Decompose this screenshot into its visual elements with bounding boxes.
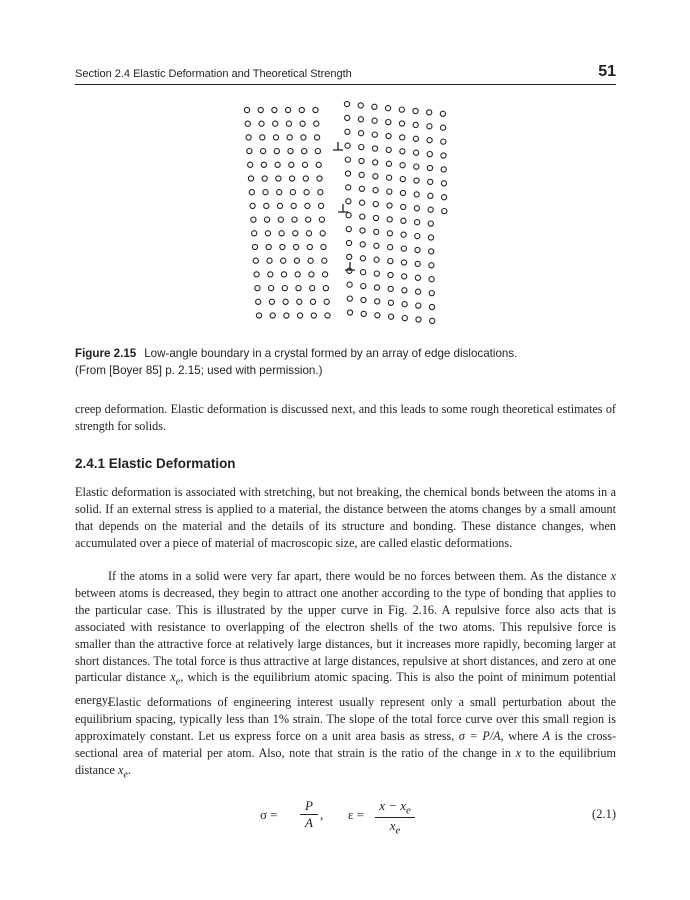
atom — [259, 121, 264, 126]
atom — [315, 149, 320, 154]
edge-dislocation-symbol — [338, 204, 348, 212]
atom — [430, 318, 435, 323]
atom — [428, 179, 433, 184]
atom — [374, 285, 379, 290]
atom — [248, 162, 253, 167]
atom — [265, 231, 270, 236]
atom — [401, 204, 406, 209]
atom — [244, 107, 249, 112]
atom — [400, 190, 405, 195]
eq-numerator — [375, 798, 415, 817]
atom — [401, 246, 406, 251]
atom — [262, 176, 267, 181]
atom — [315, 135, 320, 140]
subscript: e — [123, 769, 128, 781]
atom — [427, 138, 432, 143]
eq-denominator: A — [300, 814, 318, 831]
text-run: is the cross-sectional area of material per atom. Also, note that strain is the ratio of the change in — [75, 728, 616, 760]
var-x: x — [117, 762, 124, 777]
atom — [402, 274, 407, 279]
atom — [299, 107, 304, 112]
atom — [306, 231, 311, 236]
atom — [359, 186, 364, 191]
edge-dislocation-symbol — [345, 262, 355, 270]
atom — [344, 101, 349, 106]
caption-line1: Low-angle boundary in a crystal formed by an array of edge dislocations. — [144, 347, 518, 360]
atom — [414, 178, 419, 183]
atom — [401, 218, 406, 223]
atom — [429, 304, 434, 309]
atom — [413, 122, 418, 127]
atom — [401, 260, 406, 265]
atom — [347, 310, 352, 315]
subscript: e — [395, 824, 401, 837]
atom — [276, 176, 281, 181]
atom — [319, 203, 324, 208]
atom — [293, 231, 298, 236]
atom — [288, 149, 293, 154]
atom — [300, 121, 305, 126]
atom — [360, 256, 365, 261]
dislocation-lattice-figure — [235, 92, 465, 332]
atom — [324, 299, 329, 304]
atom — [345, 129, 350, 134]
atom — [269, 299, 274, 304]
atom — [389, 314, 394, 319]
eq-text: x − x — [379, 798, 406, 813]
atom — [373, 215, 378, 220]
atom — [301, 135, 306, 140]
atom — [274, 149, 279, 154]
atom — [246, 135, 251, 140]
atom — [270, 313, 275, 318]
atom — [260, 135, 265, 140]
atom — [387, 217, 392, 222]
atom — [253, 258, 258, 263]
edge-dislocation-symbol — [333, 142, 343, 150]
eq-fraction-strain — [375, 798, 415, 836]
atom — [387, 189, 392, 194]
equation-2-1 — [0, 798, 690, 838]
atom — [360, 242, 365, 247]
atom — [290, 190, 295, 195]
atom — [401, 232, 406, 237]
atom — [258, 107, 263, 112]
atom — [360, 200, 365, 205]
atom — [346, 185, 351, 190]
atom — [302, 162, 307, 167]
atom — [386, 120, 391, 125]
atom — [263, 190, 268, 195]
atom — [441, 167, 446, 172]
atom — [277, 203, 282, 208]
atom — [307, 244, 312, 249]
atom — [360, 228, 365, 233]
atom — [400, 149, 405, 154]
atom — [286, 121, 291, 126]
atom — [247, 149, 252, 154]
atom — [310, 286, 315, 291]
atom — [387, 231, 392, 236]
atom — [359, 172, 364, 177]
atom — [359, 131, 364, 136]
subscript: e — [406, 804, 411, 817]
atom — [287, 135, 292, 140]
atom — [346, 227, 351, 232]
atom — [427, 124, 432, 129]
atom — [280, 244, 285, 249]
atom — [427, 110, 432, 115]
eq-text: x — [389, 817, 396, 833]
atom — [441, 125, 446, 130]
atom — [375, 313, 380, 318]
atom — [361, 284, 366, 289]
atom — [297, 299, 302, 304]
atom — [388, 272, 393, 277]
atom — [323, 286, 328, 291]
atom — [429, 277, 434, 282]
atom — [374, 271, 379, 276]
atom — [278, 217, 283, 222]
atom — [308, 258, 313, 263]
atom — [284, 313, 289, 318]
atom — [279, 231, 284, 236]
atom — [414, 164, 419, 169]
atom — [388, 245, 393, 250]
atom — [267, 258, 272, 263]
atom — [290, 176, 295, 181]
var-a: A — [542, 728, 551, 743]
atom — [427, 152, 432, 157]
atom — [347, 254, 352, 259]
var-xe — [170, 670, 181, 688]
text-run: , which is the equilibrium atomic spacing. This is also the point of minimum potential energy. — [75, 670, 616, 707]
atom — [429, 291, 434, 296]
atom — [386, 106, 391, 111]
text-run: between atoms is decreased, they begin to attract one another according to the type of bonding that applies to the particular case. This is illustrated by the upper curve in Fig. 2.16. A repulsive force also acts that is associated with resistance to overlapping of the electron shells of the two atoms. This repulsive force is smaller than the attractive force at relatively large distances, but it increases more rapidly, becoming larger at short distances. The total force is thus attractive at large distances, repulsive at short distances, and zero at one particular distance — [75, 585, 616, 685]
atom — [386, 133, 391, 138]
atom — [441, 153, 446, 158]
atom — [345, 115, 350, 120]
paragraph-3 — [75, 694, 616, 784]
atom — [399, 121, 404, 126]
atom — [345, 143, 350, 148]
atom — [388, 259, 393, 264]
text-run: , where — [500, 728, 543, 743]
atom — [440, 111, 445, 116]
atom — [292, 217, 297, 222]
page-number: 51 — [598, 63, 616, 80]
atom — [416, 317, 421, 322]
atom — [345, 157, 350, 162]
atom — [252, 244, 257, 249]
atom — [273, 121, 278, 126]
atom — [272, 107, 277, 112]
eq-denominator — [375, 817, 415, 837]
atom — [372, 146, 377, 151]
atom — [427, 165, 432, 170]
atom — [304, 190, 309, 195]
atom — [314, 121, 319, 126]
atom — [310, 299, 315, 304]
atom — [374, 257, 379, 262]
caption-line2: (From [Boyer 85] p. 2.15; used with permission.) — [75, 364, 323, 377]
atom — [415, 247, 420, 252]
paragraph-1: Elastic deformation is associated with stretching, but not breaking, the chemical bonds between the atoms in a solid. If an external stress is applied to a material, the distance between the atoms changes by a small amount that depends on the material and the details of its structure and bonding. These distance changes, when accumulated over a piece of material of macroscopic size, are called elastic deformations. — [75, 485, 616, 550]
atom — [347, 296, 352, 301]
atom — [414, 150, 419, 155]
intro-paragraph: creep deformation. Elastic deformation is discussed next, and this leads to some rough theoretical estimates of strength for solids. — [75, 402, 616, 433]
paragraph-2 — [75, 568, 616, 709]
atom — [441, 139, 446, 144]
atom — [415, 234, 420, 239]
var-xe — [117, 762, 128, 781]
atom — [321, 244, 326, 249]
atom — [360, 214, 365, 219]
var-x: x — [170, 670, 176, 685]
atom — [413, 136, 418, 141]
atom — [386, 161, 391, 166]
atom — [388, 286, 393, 291]
section-title: Section 2.4 Elastic Deformation and Theoretical Strength — [75, 68, 352, 80]
var-x: x — [515, 745, 522, 760]
atom — [305, 203, 310, 208]
atom — [373, 188, 378, 193]
atom — [346, 213, 351, 218]
atom — [252, 231, 257, 236]
atom — [414, 206, 419, 211]
atom — [282, 286, 287, 291]
atom — [294, 258, 299, 263]
atom — [387, 203, 392, 208]
atom — [428, 193, 433, 198]
atom — [283, 299, 288, 304]
atom — [345, 171, 350, 176]
subscript: e — [175, 676, 181, 688]
atom — [373, 174, 378, 179]
eq-sigma-lhs: σ = — [260, 807, 278, 822]
atom — [372, 104, 377, 109]
atom — [249, 190, 254, 195]
eq-epsilon-lhs: ε = — [348, 807, 365, 822]
atom — [415, 220, 420, 225]
atom — [319, 217, 324, 222]
atom — [245, 121, 250, 126]
atom — [346, 199, 351, 204]
eq-numerator: P — [305, 798, 313, 813]
atom — [372, 132, 377, 137]
atom — [358, 103, 363, 108]
atom — [428, 207, 433, 212]
atom — [291, 203, 296, 208]
atom — [361, 270, 366, 275]
atom — [402, 316, 407, 321]
stress-formula: σ = P/A — [458, 728, 501, 743]
atom — [273, 135, 278, 140]
atom — [428, 221, 433, 226]
atom — [400, 163, 405, 168]
atom — [311, 313, 316, 318]
figure-caption — [75, 345, 620, 379]
atom — [441, 181, 446, 186]
atom — [254, 272, 259, 277]
eq-comma: , — [320, 807, 324, 822]
atom — [373, 160, 378, 165]
atom — [248, 176, 253, 181]
atom — [402, 288, 407, 293]
atom — [414, 192, 419, 197]
atom — [303, 176, 308, 181]
atom — [374, 243, 379, 248]
atom — [306, 217, 311, 222]
atom — [289, 162, 294, 167]
atom — [294, 244, 299, 249]
atom — [286, 107, 291, 112]
atom — [320, 231, 325, 236]
atom — [400, 135, 405, 140]
atom — [359, 158, 364, 163]
atom — [400, 177, 405, 182]
equation-number: (2.1) — [592, 807, 616, 821]
atom — [361, 311, 366, 316]
atom — [296, 286, 301, 291]
eq-fraction-stress — [300, 798, 318, 831]
atom — [255, 286, 260, 291]
atom — [359, 145, 364, 150]
atom — [416, 303, 421, 308]
atom — [325, 313, 330, 318]
atom — [298, 313, 303, 318]
atom — [373, 202, 378, 207]
atom — [261, 149, 266, 154]
atom — [402, 302, 407, 307]
atom — [323, 272, 328, 277]
atom — [256, 313, 261, 318]
atom — [442, 195, 447, 200]
atom — [415, 275, 420, 280]
atom — [250, 203, 255, 208]
atom — [347, 282, 352, 287]
atom — [386, 147, 391, 152]
atom — [372, 118, 377, 123]
atom — [281, 258, 286, 263]
atom — [413, 108, 418, 113]
section-heading: 2.4.1 Elastic Deformation — [75, 456, 236, 471]
atom — [375, 299, 380, 304]
atom — [415, 261, 420, 266]
text-run: If the atoms in a solid were very far apart, there would be no forces between them. As the distance — [108, 569, 611, 583]
atom — [442, 209, 447, 214]
text-run: Elastic deformations of engineering interest usually represent only a small perturbation about the equilibrium spacing, typically less than 1% strain. The slope of the total force curve over this small region is approximately constant. Let us express force on a unit area basis as stress, — [75, 695, 616, 743]
var-x: x — [610, 569, 616, 583]
atom — [428, 235, 433, 240]
text-run: to the equilibrium distance — [75, 745, 616, 777]
atom — [265, 217, 270, 222]
atom — [256, 299, 261, 304]
atom — [275, 162, 280, 167]
atom — [346, 240, 351, 245]
atom — [318, 190, 323, 195]
atom — [416, 289, 421, 294]
atom — [322, 258, 327, 263]
atom — [295, 272, 300, 277]
atom — [269, 286, 274, 291]
atom — [264, 203, 269, 208]
atom — [358, 117, 363, 122]
atom — [316, 162, 321, 167]
atom — [374, 229, 379, 234]
atom — [429, 263, 434, 268]
text-run: . — [127, 762, 131, 777]
atom — [277, 190, 282, 195]
atom — [266, 244, 271, 249]
atom — [268, 272, 273, 277]
page-header — [75, 63, 616, 85]
atom — [399, 107, 404, 112]
atom — [361, 297, 366, 302]
atom — [251, 217, 256, 222]
atom — [387, 175, 392, 180]
atom — [309, 272, 314, 277]
atom — [313, 107, 318, 112]
atom — [317, 176, 322, 181]
atom — [281, 272, 286, 277]
atom — [302, 149, 307, 154]
atom — [261, 162, 266, 167]
figure-label: Figure 2.15 — [75, 347, 137, 360]
atom — [388, 300, 393, 305]
atom — [429, 249, 434, 254]
